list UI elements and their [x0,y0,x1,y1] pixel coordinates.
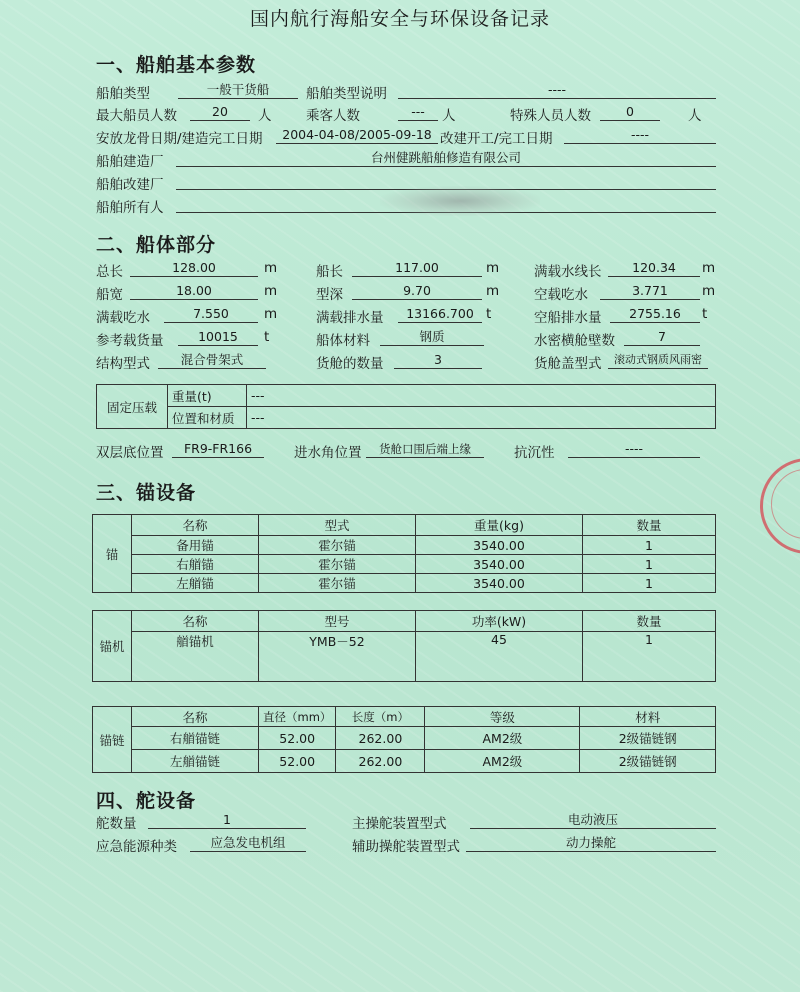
windlass-cell: 45 [416,632,583,682]
ref-cargo-label: 参考载货量 [96,333,164,349]
sink-label: 抗沉性 [514,445,555,461]
chain-header-length: 长度（m） [336,707,425,727]
structure-value: 混合骨架式 [158,352,266,369]
chain-cell: 2级锚链钢 [580,750,716,773]
full-disp-unit: t [486,306,492,322]
lpp-value: 117.00 [352,260,482,277]
anchor-header-qty: 数量 [583,515,716,536]
max-crew-unit: 人 [258,108,272,124]
sink-value: ---- [568,441,700,458]
depth-unit: m [486,283,500,299]
ballast-pos-value: --- [247,407,716,429]
main-steer-label: 主操舵装置型式 [352,816,447,832]
keel-date-label: 安放龙骨日期/建造完工日期 [96,131,263,147]
windlass-group-label: 锚机 [93,611,132,682]
hatch-value: 滚动式钢质风雨密 [608,352,708,369]
double-bottom-value: FR9-FR166 [172,441,264,458]
breadth-value: 18.00 [130,283,258,300]
section3-heading: 三、锚设备 [96,482,197,504]
lwl-value: 120.34 [608,260,700,277]
chain-cell: 262.00 [336,750,425,773]
lwl-unit: m [702,260,716,276]
section1-heading: 一、船舶基本参数 [96,54,257,76]
rudders-label: 舵数量 [96,816,137,832]
section2-heading: 二、船体部分 [96,234,217,256]
depth-value: 9.70 [352,283,482,300]
anchor-cell: 1 [583,555,716,574]
anchor-cell: 3540.00 [416,574,583,593]
full-draft-unit: m [264,306,278,322]
windlass-header-qty: 数量 [583,611,716,632]
chain-cell: AM2级 [425,750,580,773]
anchor-header-type: 型式 [259,515,416,536]
loa-unit: m [264,260,278,276]
chain-cell: 左艏锚链 [132,750,259,773]
chain-cell: 2级锚链钢 [580,727,716,750]
ballast-group-label: 固定压载 [97,385,168,429]
ship-type-label: 船舶类型 [96,86,150,102]
table-row [93,536,716,555]
modify-date-value: ---- [564,127,716,144]
lpp-unit: m [486,260,500,276]
anchor-cell: 霍尔锚 [259,555,416,574]
ballast-weight-value: --- [247,385,716,407]
passengers-label: 乘客人数 [306,108,360,124]
material-value: 钢质 [380,329,484,346]
light-disp-unit: t [702,306,708,322]
fixed-ballast-table [96,384,716,429]
chain-cell: 52.00 [259,727,336,750]
chain-header-name: 名称 [132,707,259,727]
chain-cell: AM2级 [425,727,580,750]
ship-type-value: 一般干货船 [178,82,298,99]
full-draft-value: 7.550 [164,306,258,323]
chain-group-label: 锚链 [93,707,132,773]
light-disp-label: 空船排水量 [534,310,602,326]
passengers-value: --- [398,104,438,121]
anchor-cell: 3540.00 [416,555,583,574]
builder-label: 船舶建造厂 [96,154,164,170]
windlass-cell: 1 [583,632,716,682]
windlass-header-model: 型号 [259,611,416,632]
red-seal-stamp [760,458,800,554]
lwl-label: 满载水线长 [534,264,602,280]
aux-steer-value: 动力操舵 [466,835,716,852]
hatch-label: 货舱盖型式 [534,356,602,372]
light-draft-unit: m [702,283,716,299]
chain-header-diameter: 直径（mm） [259,707,336,727]
double-bottom-label: 双层底位置 [96,445,164,461]
anchor-group-label: 锚 [93,515,132,593]
special-personnel-value: 0 [600,104,660,121]
section4-heading: 四、舵设备 [96,790,197,812]
light-disp-value: 2755.16 [610,306,700,323]
windlass-header-power: 功率(kW) [416,611,583,632]
max-crew-label: 最大船员人数 [96,108,177,124]
chain-cell: 262.00 [336,727,425,750]
ref-cargo-unit: t [264,329,270,345]
table-row [93,750,716,773]
bulkheads-value: 7 [624,329,700,346]
full-disp-label: 满载排水量 [316,310,384,326]
table-row [93,555,716,574]
builder-value: 台州健跳船舶修造有限公司 [176,150,716,167]
special-personnel-unit: 人 [688,108,702,124]
windlass-cell: YMB－52 [259,632,416,682]
windlass-cell: 艏锚机 [132,632,259,682]
chain-table [92,706,716,773]
chain-cell: 右艏锚链 [132,727,259,750]
anchor-cell: 备用锚 [132,536,259,555]
anchor-table [92,514,716,593]
anchor-cell: 霍尔锚 [259,536,416,555]
anchor-cell: 霍尔锚 [259,574,416,593]
flood-angle-label: 进水角位置 [294,445,362,461]
ballast-pos-label: 位置和材质 [168,407,247,429]
structure-label: 结构型式 [96,356,150,372]
chain-cell: 52.00 [259,750,336,773]
material-label: 船体材料 [316,333,370,349]
anchor-cell: 右艏锚 [132,555,259,574]
table-row [93,632,716,682]
modify-date-label: 改建开工/完工日期 [440,131,553,147]
rebuilder-label: 船舶改建厂 [96,177,164,193]
loa-label: 总长 [96,264,123,280]
anchor-header-weight: 重量(kg) [416,515,583,536]
keel-date-value: 2004-04-08/2005-09-18 [276,127,438,144]
breadth-unit: m [264,283,278,299]
light-draft-value: 3.771 [600,283,700,300]
owner-label: 船舶所有人 [96,200,164,216]
main-steer-value: 电动液压 [470,812,716,829]
anchor-cell: 1 [583,536,716,555]
holds-label: 货舱的数量 [316,356,384,372]
depth-label: 型深 [316,287,343,303]
ballast-weight-label: 重量(t) [168,385,247,407]
table-row [93,574,716,593]
chain-header-grade: 等级 [425,707,580,727]
anchor-header-name: 名称 [132,515,259,536]
special-personnel-label: 特殊人员人数 [510,108,591,124]
light-draft-label: 空载吃水 [534,287,588,303]
redacted-owner-blur [380,186,540,216]
anchor-cell: 3540.00 [416,536,583,555]
chain-header-material: 材料 [580,707,716,727]
document-title: 国内航行海船安全与环保设备记录 [249,8,550,30]
windlass-table [92,610,716,682]
aux-steer-label: 辅助操舵装置型式 [352,839,460,855]
rudders-value: 1 [148,812,306,829]
lpp-label: 船长 [316,264,343,280]
emergency-label: 应急能源种类 [96,839,177,855]
windlass-header-name: 名称 [132,611,259,632]
holds-value: 3 [394,352,482,369]
emergency-value: 应急发电机组 [190,835,306,852]
full-draft-label: 满载吃水 [96,310,150,326]
full-disp-value: 13166.700 [398,306,482,323]
max-crew-value: 20 [190,104,250,121]
bulkheads-label: 水密横舱壁数 [534,333,615,349]
anchor-cell: 1 [583,574,716,593]
loa-value: 128.00 [130,260,258,277]
breadth-label: 船宽 [96,287,123,303]
passengers-unit: 人 [442,108,456,124]
anchor-cell: 左艏锚 [132,574,259,593]
flood-angle-value: 货舱口围后端上缘 [366,441,484,458]
ship-type-desc-label: 船舶类型说明 [306,86,387,102]
table-row [93,727,716,750]
ship-type-desc-value: ---- [398,82,716,99]
ref-cargo-value: 10015 [178,329,258,346]
